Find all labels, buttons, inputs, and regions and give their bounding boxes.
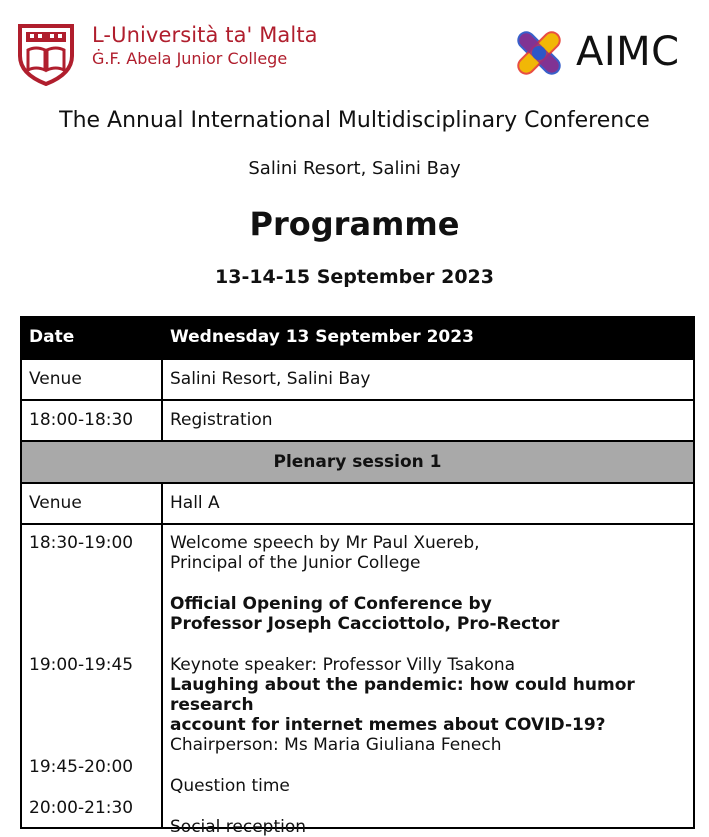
welcome-line: Principal of the Junior College	[170, 553, 421, 573]
university-crest-icon	[16, 22, 76, 86]
social-reception: Social reception	[170, 817, 307, 837]
keynote-title-line: Laughing about the pandemic: how could humor research	[170, 675, 635, 715]
aimc-mark-icon	[510, 24, 568, 82]
table-row	[22, 484, 693, 525]
venue-label: Venue	[22, 484, 163, 523]
session-title: Plenary session 1	[273, 452, 442, 472]
university-name: L-Università ta' Malta	[92, 23, 318, 47]
conference-dates: 13-14-15 September 2023	[215, 266, 494, 288]
slot-time: 19:45-20:00	[29, 757, 134, 777]
session-header-row	[22, 442, 693, 484]
keynote-speaker: Keynote speaker: Professor Villy Tsakona	[170, 655, 516, 675]
slot-time: 18:30-19:00	[29, 533, 134, 553]
item-column	[163, 525, 693, 837]
conference-location: Salini Resort, Salini Bay	[248, 158, 461, 179]
conference-title: The Annual International Multidisciplinary Conference	[59, 108, 650, 133]
welcome-line: Welcome speech by Mr Paul Xuereb,	[170, 533, 480, 553]
question-time: Question time	[170, 776, 290, 796]
page-title: Programme	[249, 205, 460, 243]
slot-time: 20:00-21:30	[29, 798, 134, 818]
venue-value: Salini Resort, Salini Bay	[170, 369, 371, 389]
aimc-logo	[510, 24, 695, 82]
keynote-title-line: account for internet memes about COVID-19?	[170, 715, 606, 735]
venue-value: Hall A	[170, 493, 220, 513]
registration-item: Registration	[170, 410, 273, 430]
opening-line: Official Opening of Conference by	[170, 594, 492, 614]
schedule-block	[22, 525, 693, 837]
table-row	[22, 360, 693, 401]
slot-time: 19:00-19:45	[29, 655, 134, 675]
venue-label: Venue	[22, 360, 163, 399]
table-header-row	[22, 318, 693, 360]
header-day: Wednesday 13 September 2023	[170, 327, 474, 347]
registration-time: 18:00-18:30	[22, 401, 163, 440]
programme-table	[20, 316, 695, 837]
time-column	[22, 525, 163, 827]
table-row	[22, 401, 693, 442]
aimc-wordmark: AIMC	[576, 29, 680, 75]
opening-line: Professor Joseph Cacciottolo, Pro-Rector	[170, 614, 560, 634]
header-date-label: Date	[22, 318, 163, 358]
chairperson: Chairperson: Ms Maria Giuliana Fenech	[170, 735, 502, 755]
college-name: Ġ.F. Abela Junior College	[92, 49, 288, 68]
